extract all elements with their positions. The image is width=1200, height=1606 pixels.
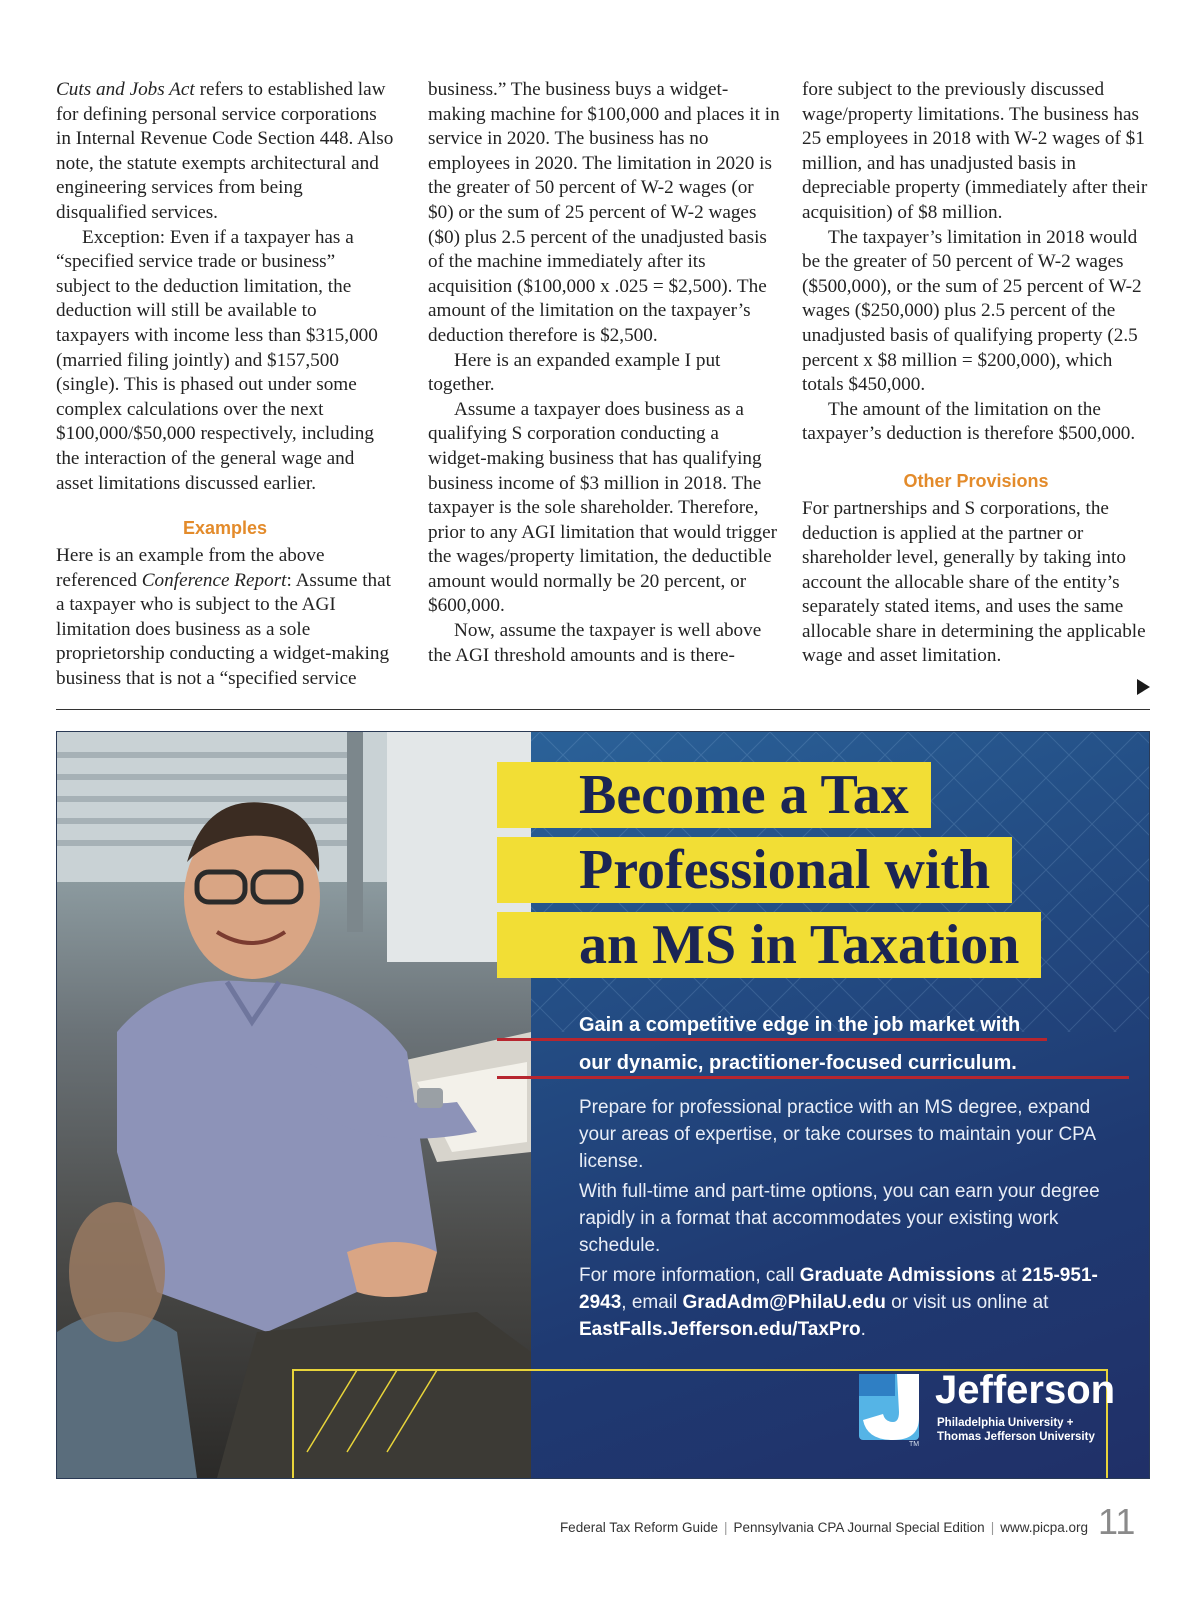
footer-journal-title: Pennsylvania CPA Journal Special Edition	[733, 1520, 985, 1535]
paragraph: The amount of the limitation on the taxpayer’s deduction is therefore $500,000.	[802, 398, 1136, 445]
ad-body-paragraph-1	[579, 1094, 1109, 1175]
trademark-mark: TM	[909, 1441, 920, 1448]
text: , email	[621, 1292, 683, 1313]
paragraph	[56, 78, 394, 226]
red-underline	[497, 1038, 1047, 1041]
ad-headline-line-3: an MS in Taxation	[497, 912, 1041, 978]
italic-title: Conference Report	[141, 569, 287, 591]
paragraph: Now, assume the taxpayer is well above the AGI threshold amounts and is there-	[428, 620, 762, 666]
article-column-2	[428, 78, 780, 668]
logo-subtitle-line: Thomas Jefferson University	[937, 1431, 1095, 1443]
paragraph: Assume a taxpayer does business as a qualifying S corporation conducting a widget-making business that has qualifying business income of $3 million in 2018. The taxpayer is the sole shareholder. Therefore, prior to any AGI limitation that would trigger the wages/property limitation, the deductible amount would normally be 20 percent, or $600,000.	[428, 398, 778, 617]
italic-title: Cuts and Jobs Act	[56, 79, 195, 100]
section-heading-other-provisions: Other Provisions	[903, 470, 1049, 491]
text: or visit us online at	[885, 1292, 1049, 1313]
admissions-name: Graduate Admissions	[799, 1265, 996, 1286]
footer-separator: |	[990, 1520, 995, 1535]
jefferson-j-logo-icon	[857, 1368, 927, 1448]
footer-website[interactable]: www.picpa.org	[1000, 1520, 1088, 1535]
paragraph: For partnerships and S corporations, the deduction is applied at the partner or shareholder level, generally by taking into account the allocable share of the entity’s separately stated items, and uses the same allocable share in determining the applicable wage and asset limitation.	[802, 497, 1146, 667]
article-column-3	[802, 78, 1150, 669]
paragraph: Here is an expanded example I put together.	[428, 349, 721, 396]
continue-arrow-icon	[1137, 679, 1150, 695]
paragraph: The taxpayer’s limitation in 2018 would be the greater of 50 percent of W-2 wages ($500,000), or the sum of 25 percent of W-2 wages ($250,000) plus 2.5 percent of the unadjusted basis of qualifying property (2.5 percent x $8 million = $200,000), which totals $450,000.	[802, 226, 1142, 396]
ad-headline-line-2: Professional with	[497, 837, 1012, 903]
ad-body-text: With full-time and part-time options, you can earn your degree rapidly in a format that accommodates your existing work schedule.	[579, 1181, 1100, 1256]
section-heading-examples: Examples	[182, 518, 268, 539]
ad-subhead-line-2: our dynamic, practitioner-focused curriculum.	[579, 1052, 1017, 1074]
divider	[56, 709, 1150, 710]
paragraph: Exception: Even if a taxpayer has a “specified service trade or business” subject to the deduction limitation, the deduction will still be available to taxpayers with income less than $315,000 (married filing jointly) and $157,500 (single). This is phased out under some complex calculations over the next $100,000/$50,000 respectively, including the interaction of the general wage and asset limitations discussed earlier.	[56, 226, 378, 494]
email-link[interactable]: GradAdm@PhilaU.edu	[682, 1292, 886, 1313]
ad-body-paragraph-2	[579, 1178, 1109, 1259]
red-underline	[497, 1076, 1129, 1079]
footer-guide-title: Federal Tax Reform Guide	[559, 1520, 719, 1535]
jefferson-logo	[857, 1368, 1127, 1458]
ad-body-text: Prepare for professional practice with an MS degree, expand your areas of expertise, or take courses to maintain your CPA license.	[579, 1097, 1096, 1172]
advertisement	[56, 731, 1150, 1479]
paragraph-text: refers to established law for defining personal service corporations in Internal Revenue Code Section 448. Also note, the statute exempts architectural and engineering services from being disqualified services.	[56, 79, 394, 223]
logo-subtitle	[937, 1416, 1137, 1444]
page-number: 11	[1098, 1501, 1136, 1542]
website-link[interactable]: EastFalls.Jefferson.edu/TaxPro	[579, 1319, 861, 1340]
paragraph-text: : Assume that a taxpayer who is subject to the AGI limitation does business as a sole proprietorship conducting a widget-making business that is not a “specified service	[56, 569, 391, 690]
paragraph: fore subject to the previously discussed wage/property limitations. The business has 25 employees in 2018 with W-2 wages of $1 million, and has unadjusted basis in depreciable property (immediately after their acquisition) of $8 million.	[802, 79, 1148, 223]
text: For more information, call	[579, 1265, 800, 1286]
ad-headline-line-1: Become a Tax	[497, 762, 931, 828]
paragraph: business.” The business buys a widget-making machine for $100,000 and places it in service in 2020. The business has no employees in 2020. The limitation in 2020 is the greater of 50 percent of W-2 wages (or $0) or the sum of 25 percent of W-2 wages ($0) plus 2.5 percent of the unadjusted basis of the machine immediately after its acquisition ($100,000 x .025 = $2,500). The amount of the limitation on the taxpayer’s deduction therefore is $2,500.	[428, 79, 780, 346]
ad-subhead-line-1: Gain a competitive edge in the job market with	[579, 1014, 1021, 1036]
paragraph-text: Here is an example from the above referenced	[56, 545, 325, 591]
footer-separator: |	[724, 1520, 728, 1535]
phone-number[interactable]: 215-951-2943	[579, 1265, 1098, 1313]
logo-wordmark: Jefferson	[935, 1368, 1116, 1412]
text: .	[860, 1319, 866, 1340]
text: at	[995, 1265, 1022, 1286]
article-column-1	[56, 78, 394, 692]
paragraph	[56, 544, 394, 692]
page-footer	[0, 1518, 1088, 1538]
ad-contact-paragraph	[579, 1262, 1109, 1343]
ad-contact-text	[579, 1262, 1109, 1343]
logo-subtitle-line: Philadelphia University +	[937, 1417, 1074, 1429]
